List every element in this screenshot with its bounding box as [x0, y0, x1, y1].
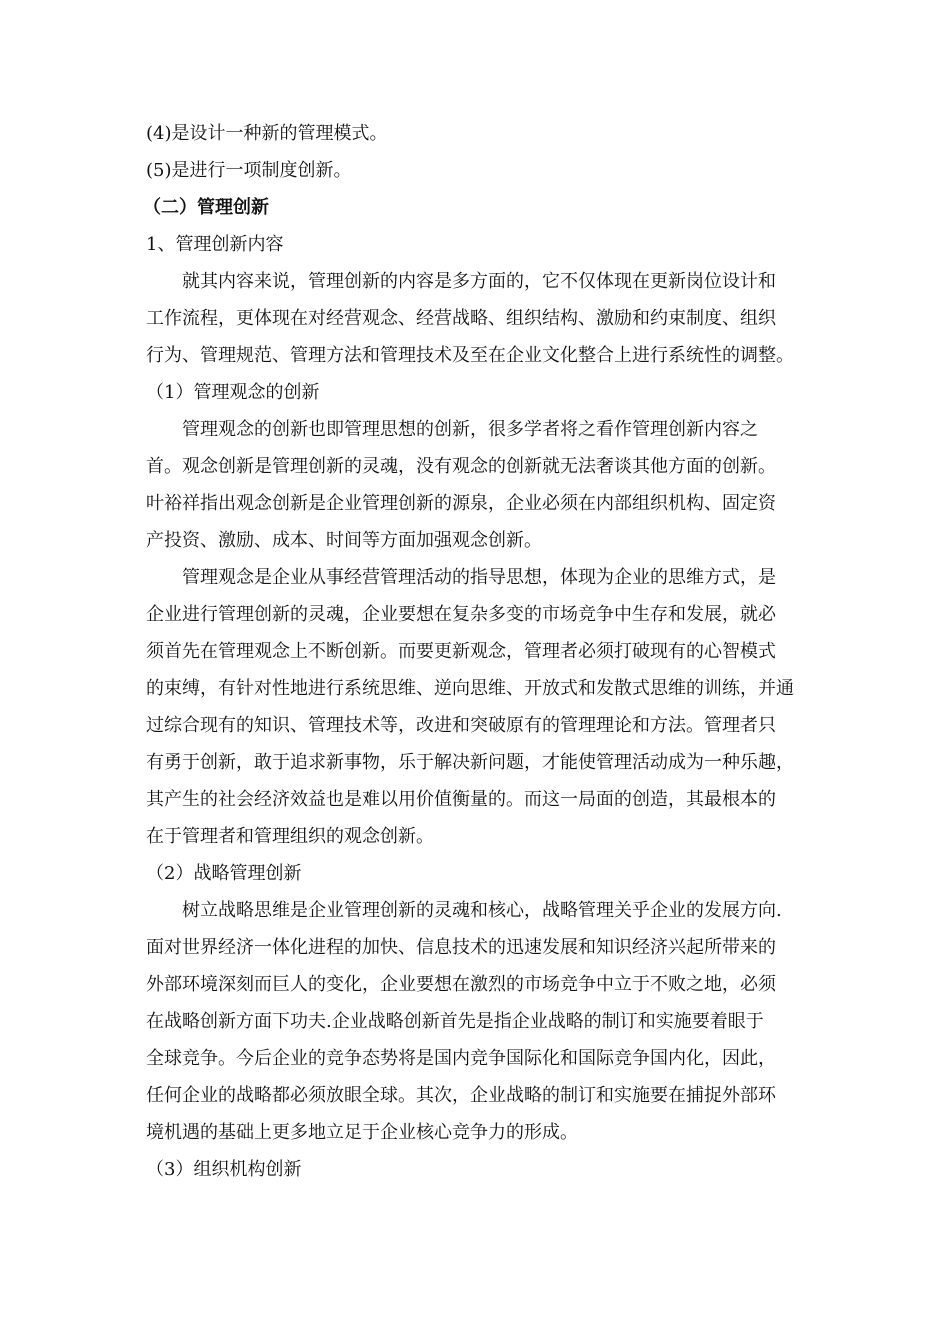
paragraph-line: 须首先在管理观念上不断创新。而要更新观念，管理者必须打破现有的心智模式: [146, 641, 776, 662]
paragraph-line: 产投资、激励、成本、时间等方面加强观念创新。: [146, 530, 542, 551]
subheading-organization-structure: （3）组织机构创新: [146, 1159, 302, 1180]
paragraph-line: 外部环境深刻而巨人的变化，企业要想在激烈的市场竞争中立于不败之地，必须: [146, 974, 776, 995]
paragraph-line: 在于管理者和管理组织的观念创新。: [146, 826, 434, 847]
subheading-strategy-management: （2）战略管理创新: [146, 863, 302, 884]
paragraph-line: 树立战略思维是企业管理创新的灵魂和核心，战略管理关乎企业的发展方向.: [182, 900, 782, 921]
paragraph-line: 就其内容来说，管理创新的内容是多方面的，它不仅体现在更新岗位设计和: [182, 271, 776, 292]
paragraph-line: 的束缚，有针对性地进行系统思维、逆向思维、开放式和发散式思维的训练，并通: [146, 678, 794, 699]
paragraph-line: 全球竞争。今后企业的竞争态势将是国内竞争国际化和国际竞争国内化，因此，: [146, 1048, 776, 1069]
paragraph-line: 其产生的社会经济效益也是难以用价值衡量的。而这一局面的创造，其最根本的: [146, 789, 776, 810]
list-item-5: (5)是进行一项制度创新。: [146, 160, 352, 181]
section-heading-management-innovation: （二）管理创新: [143, 197, 269, 218]
subheading-management-innovation-content: 1、管理创新内容: [146, 234, 284, 255]
paragraph-line: 叶裕祥指出观念创新是企业管理创新的源泉，企业必须在内部组织机构、固定资: [146, 493, 776, 514]
paragraph-line: 有勇于创新，敢于追求新事物，乐于解决新问题，才能使管理活动成为一种乐趣，: [146, 752, 794, 773]
paragraph-line: 过综合现有的知识、管理技术等，改进和突破原有的管理理论和方法。管理者只: [146, 715, 776, 736]
paragraph-line: 工作流程，更体现在对经营观念、经营战略、组织结构、激励和约束制度、组织: [146, 308, 776, 329]
subheading-management-concept: （1）管理观念的创新: [146, 382, 320, 403]
paragraph-line: 企业进行管理创新的灵魂，企业要想在复杂多变的市场竞争中生存和发展，就必: [146, 604, 776, 625]
paragraph-line: 管理观念是企业从事经营管理活动的指导思想，体现为企业的思维方式，是: [182, 567, 776, 588]
paragraph-line: 任何企业的战略都必须放眼全球。其次，企业战略的制订和实施要在捕捉外部环: [146, 1085, 776, 1106]
paragraph-line: 首。观念创新是管理创新的灵魂，没有观念的创新就无法奢谈其他方面的创新。: [146, 456, 776, 477]
list-item-4: (4)是设计一种新的管理模式。: [146, 123, 388, 144]
paragraph-line: 行为、管理规范、管理方法和管理技术及至在企业文化整合上进行系统性的调整。: [146, 345, 794, 366]
paragraph-line: 管理观念的创新也即管理思想的创新，很多学者将之看作管理创新内容之: [182, 419, 758, 440]
paragraph-line: 面对世界经济一体化进程的加快、信息技术的迅速发展和知识经济兴起所带来的: [146, 937, 776, 958]
paragraph-line: 在战略创新方面下功夫.企业战略创新首先是指企业战略的制订和实施要着眼于: [146, 1011, 764, 1032]
paragraph-line: 境机遇的基础上更多地立足于企业核心竞争力的形成。: [146, 1122, 578, 1143]
